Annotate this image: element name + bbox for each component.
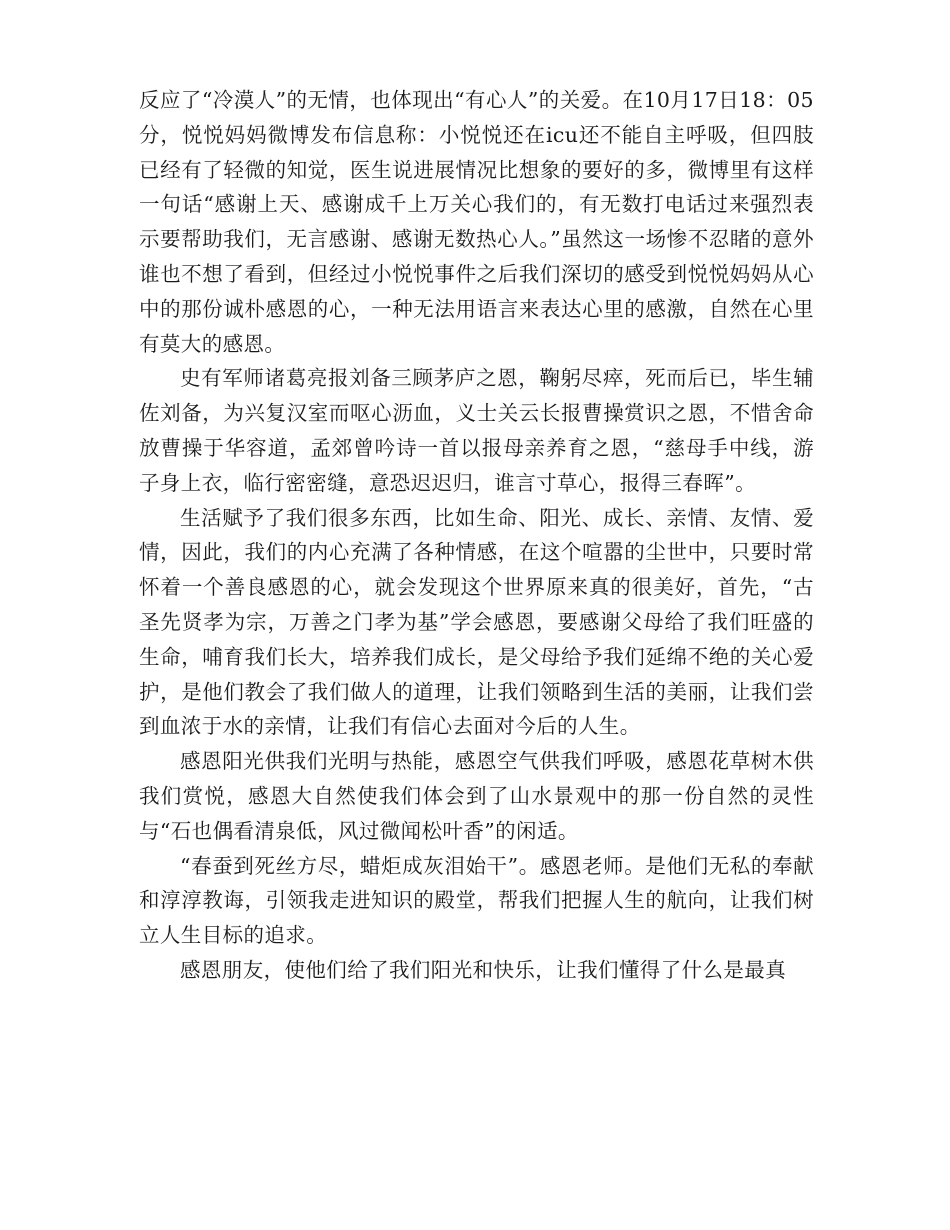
paragraph-3: 生活赋予了我们很多东西，比如生命、阳光、成长、亲情、友情、爱情，因此，我们的内心充满了各种情感，在这个喧嚣的尘世中，只要时常怀着一个善良感恩的心，就会发现这个世界原来真的很美好，首先，“古圣先贤孝为宗，万善之门孝为基”学会感恩，要感谢父母给了我们旺盛的生命，哺育我们长大，培养我们成长，是父母给予我们延绵不绝的关心爱护，是他们教会了我们做人的道理，让我们领略到生活的美丽，让我们尝到血浓于水的亲情，让我们有信心去面对今后的人生。 bbox=[139, 505, 814, 739]
paragraph-4: 感恩阳光供我们光明与热能，感恩空气供我们呼吸，感恩花草树木供我们赏悦，感恩大自然使我们体会到了山水景观中的那一份自然的灵性与“石也偶看清泉低，风过微闻松叶香”的闲适。 bbox=[139, 749, 814, 843]
paragraph-1: 反应了“冷漠人”的无情，也体现出“有心人”的关爱。在10月17日18：05分，悦悦妈妈微博发布信息称：小悦悦还在icu还不能自主呼吸，但四肢已经有了轻微的知觉，医生说进展情况比想象的要好的多，微博里有这样一句话“感谢上天、感谢成千上万关心我们的，有无数打电话过来强烈表示要帮助我们，无言感谢、感谢无数热心人。”虽然这一场惨不忍睹的意外谁也不想了看到，但经过小悦悦事件之后我们深切的感受到悦悦妈妈从心中的那份诚朴感恩的心，一种无法用语言来表达心里的感激，自然在心里有莫大的感恩。 bbox=[139, 88, 814, 356]
paragraph-6: 感恩朋友，使他们给了我们阳光和快乐，让我们懂得了什么是最真 bbox=[180, 957, 787, 982]
body-text bbox=[139, 83, 814, 988]
paragraph-2: 史有军师诸葛亮报刘备三顾茅庐之恩，鞠躬尽瘁，死而后已，毕生辅佐刘备，为兴复汉室而呕心沥血，义士关云长报曹操赏识之恩，不惜舍命放曹操于华容道，孟郊曾吟诗一首以报母亲养育之恩，“慈母手中线，游子身上衣，临行密密缝，意恐迟迟归，谁言寸草心，报得三春晖”。 bbox=[139, 366, 814, 495]
paragraph-5: “春蚕到死丝方尽，蜡炬成灰泪始干”。感恩老师。是他们无私的奉献和淳淳教诲，引领我走进知识的殿堂，帮我们把握人生的航向，让我们树立人生目标的追求。 bbox=[139, 853, 814, 948]
